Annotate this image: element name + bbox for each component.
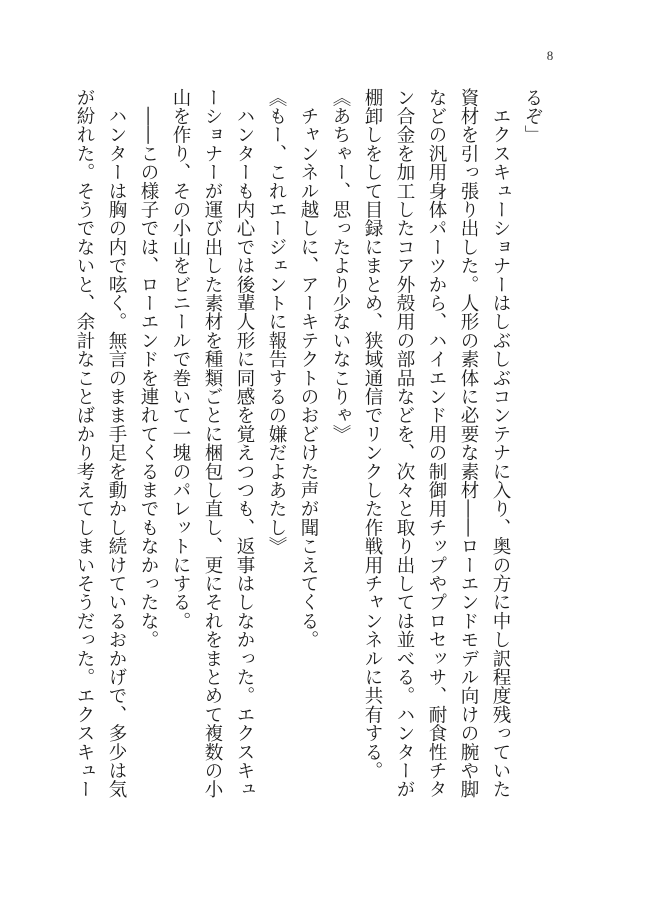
text-line: ――この様子では、ローエンドを連れてくるまでもなかったな。 [138, 88, 159, 649]
text-line: ハンターも内心では後輩人形に同感を覚えつつも、返事はしなかった。エクスキュ [234, 88, 255, 799]
text-line: ーショナーが運び出した素材を種類ごとに梱包し直し、更にそれをまとめて複数の小 [202, 88, 223, 799]
novel-body-text [68, 88, 548, 848]
text-line: エクスキューショナーはしぶしぶコンテナに入り、奥の方に中し訳程度残っていた [490, 88, 511, 799]
text-line: が紛れた。そうでないと、余計なことばかり考えてしまいそうだった。エクスキュー [74, 88, 95, 799]
text-line: などの汎用身体パーツから、ハイエンド用の制御用チップやプロセッサ、耐食性チタ [426, 88, 447, 799]
text-line: 山を作り、その小山をビニールで巻いて一塊のパレットにする。 [170, 88, 191, 631]
text-line: ハンターは胸の内で呟く。無言のまま手足を動かし続けているおかげで、多少は気 [106, 88, 127, 799]
text-line: 《もー、これエージェントに報告するの嫌だよあたし》 [266, 88, 287, 556]
text-line: 資材を引っ張り出した。人形の素体に必要な素材――ローエンドモデル向けの腕や脚 [458, 88, 479, 799]
text-line: ン合金を加工したコア外殻用の部品などを、次々と取り出しては並べる。ハンターが [394, 88, 415, 799]
page-number: 8 [546, 48, 554, 63]
text-line: 《あちゃー、思ったより少ないなこりゃ》 [330, 88, 351, 444]
text-line: るぞ」 [522, 88, 543, 145]
text-line: 棚卸しをして目録にまとめ、狭域通信でリンクした作戦用チャンネルに共有する。 [362, 88, 383, 780]
text-line: チャンネル越しに、アーキテクトのおどけた声が聞こえてくる。 [298, 88, 319, 649]
